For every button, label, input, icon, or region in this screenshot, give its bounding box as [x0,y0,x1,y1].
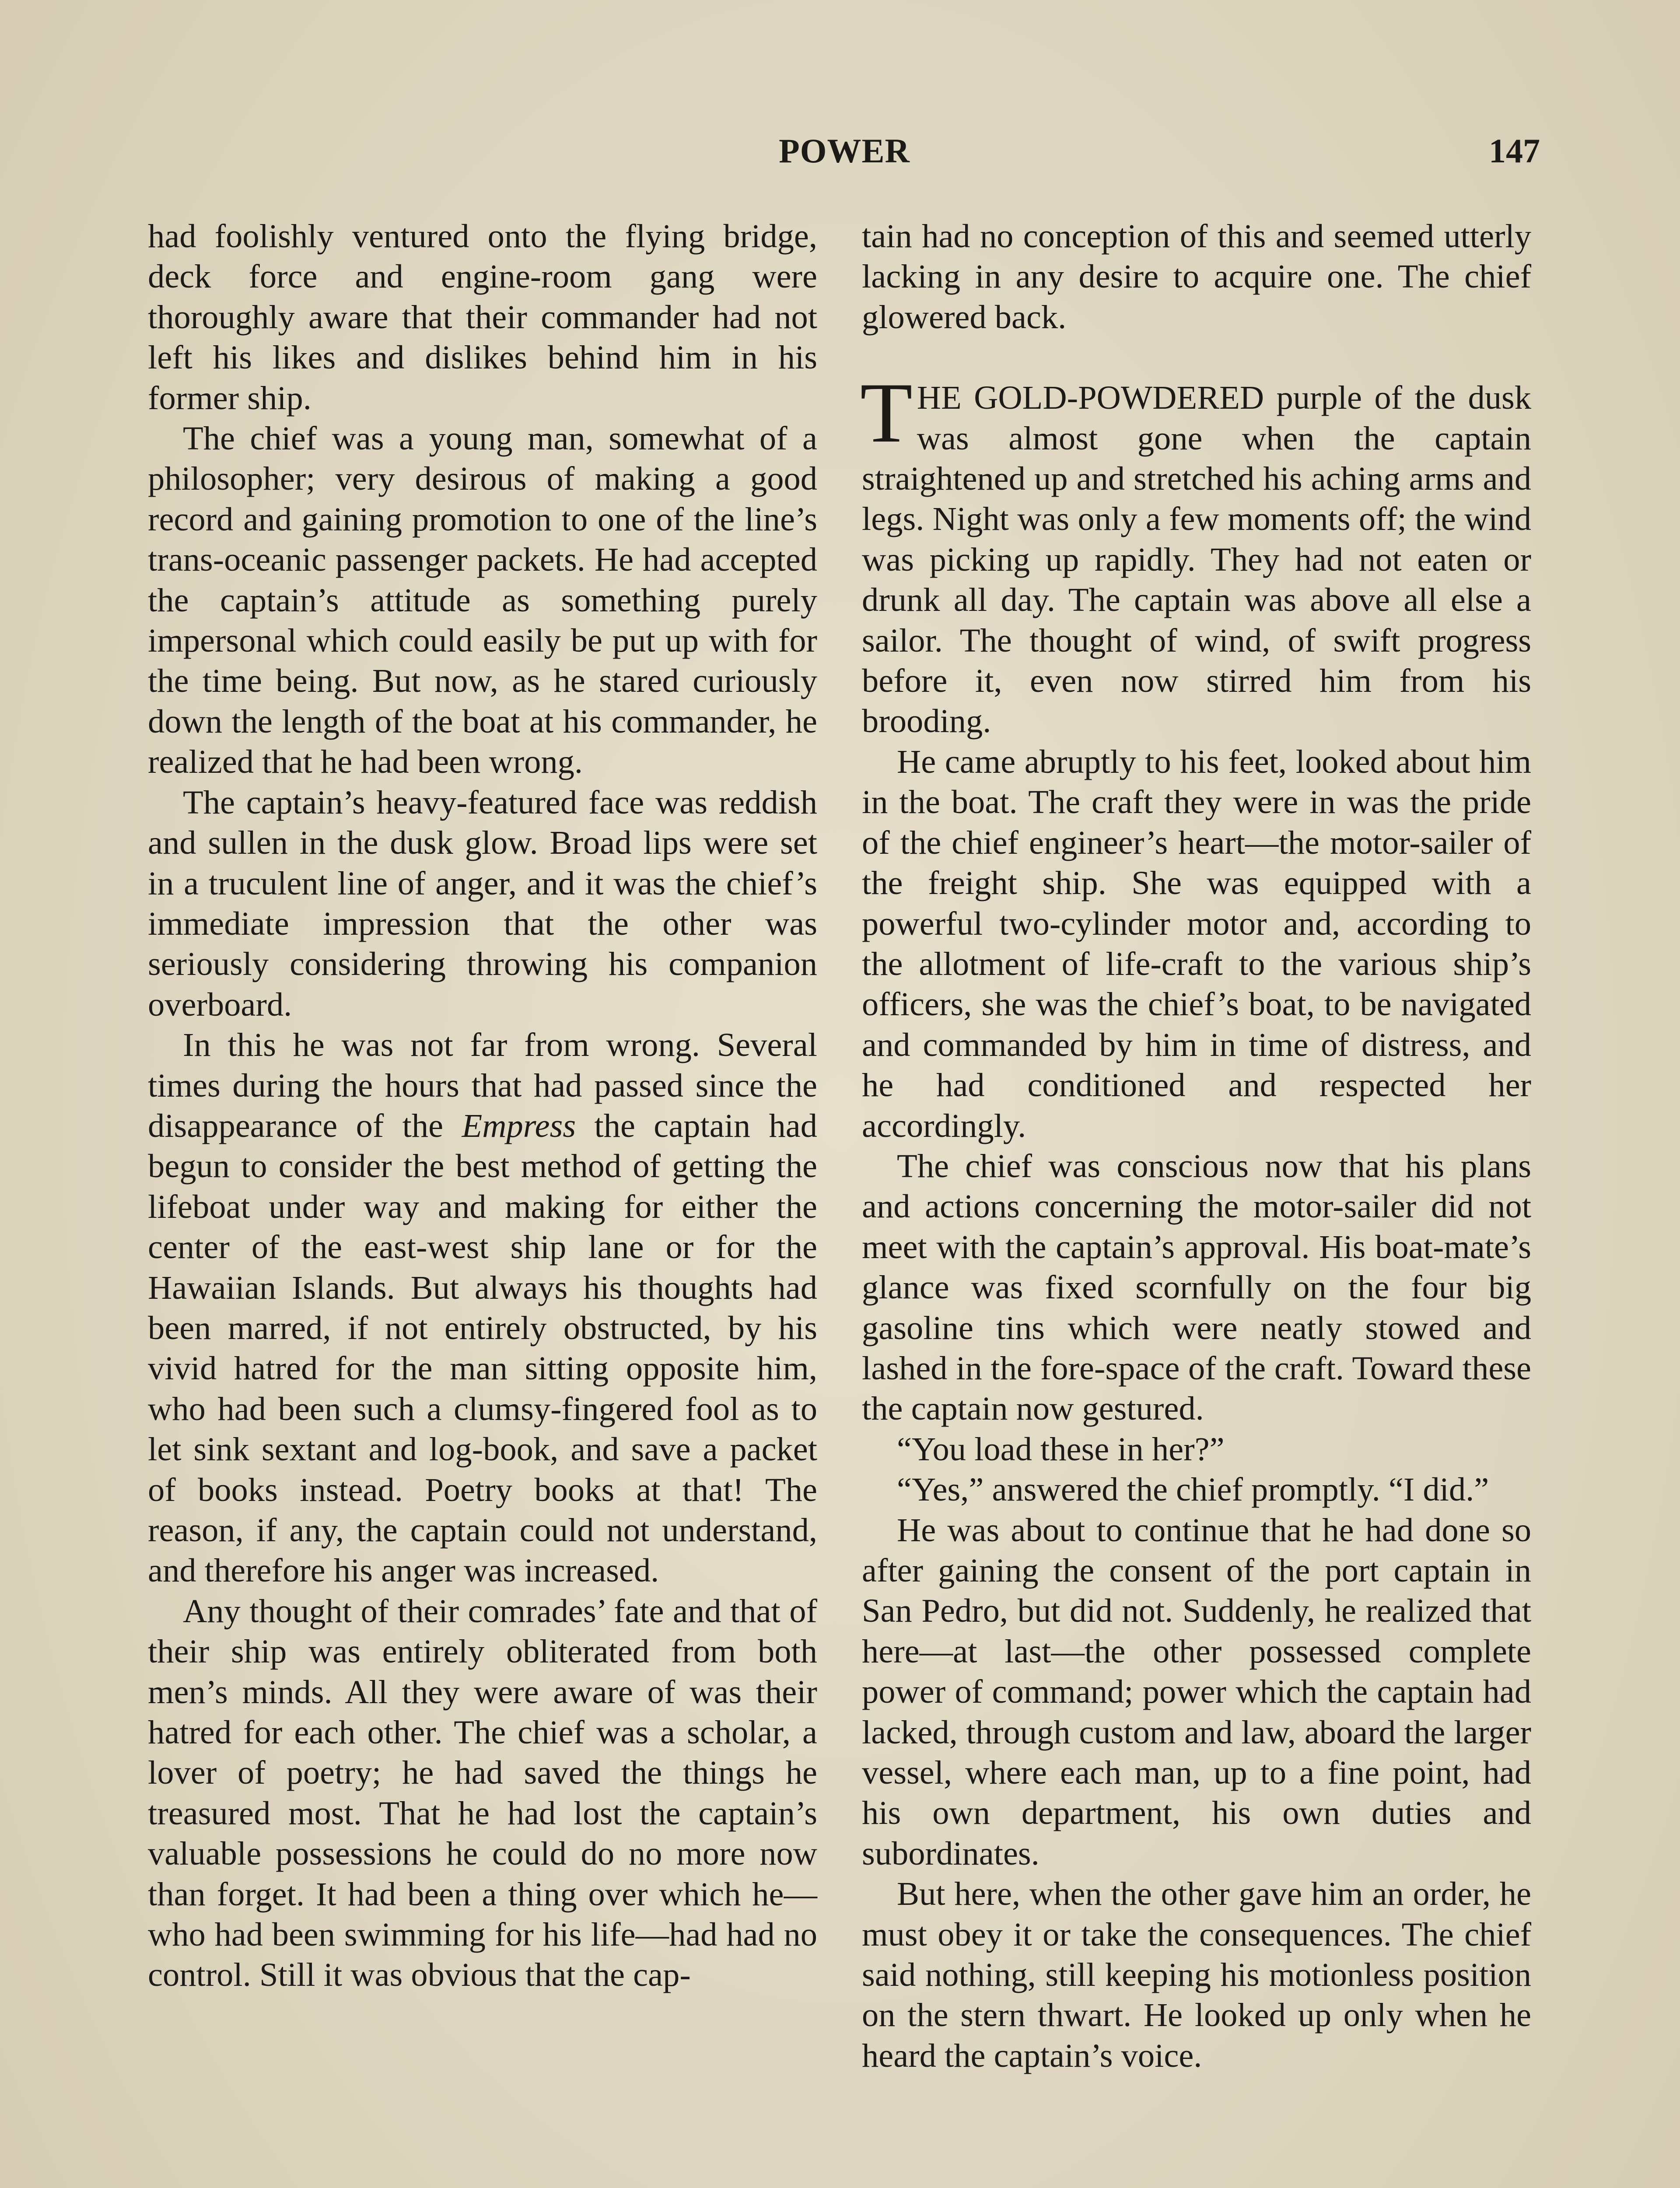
ship-name-italic: Empress [462,1107,576,1144]
running-title: POWER [779,132,910,170]
paragraph [148,1025,817,1591]
drop-cap: T [860,365,913,461]
dialogue-line: “Yes,” answered the chief promptly. “I did.” [897,1471,1489,1508]
paragraph-text: the captain had begun to consider the best method of getting the lifeboat under way and making for either the center of the east-west ship lane or for the Hawaiian Islands. But always his thoughts had been marred, if not entirely obstructed, by his vivid hatred for the man sitting opposite him, who had been such a clumsy-fingered fool as to let sink sextant and log-book, and save a packet of books instead. Poetry books at that! The reason, if any, the captain could not understand, and therefore his anger was increased. [148,1107,817,1589]
section-lead-in: HE GOLD-POWDERED [917,379,1264,417]
dialogue-line: “You load these in her?” [897,1430,1225,1468]
paragraph: had foolishly ventured onto the flying bridge, deck force and engine-room gang were thoroughly aware that their commander had not left his likes and dislikes behind him in his former ship. [148,217,817,417]
section-opening-paragraph [860,365,1532,742]
paragraph: The chief was conscious now that his plans and actions concerning the motor-sailer did not meet with the captain’s approval. His boat-mate’s glance was fixed scornfully on the four big gasoline tins which were neatly stowed and lashed in the fore-space of the craft. Toward these the captain now gestured. [862,1147,1531,1427]
running-head [0,131,1680,179]
paragraph: He was about to continue that he had done so after gaining the consent of the port captain in San Pedro, but did not. Suddenly, he realized that here—at last—the other possessed complete power of command; power which the captain had lacked, through custom and law, aboard the larger vessel, where each man, up to a fine point, had his own department, his own duties and subordinates. [862,1511,1531,1872]
paragraph: The chief was a young man, somewhat of a philosopher; very desirous of making a good record and gaining promotion to one of the line’s trans-oceanic passenger packets. He had accepted the captain’s attitude as something purely impersonal which could easily be put up with for the time being. But now, as he stared curiously down the length of the boat at his commander, he realized that he had been wrong. [148,420,817,781]
paragraph: But here, when the other gave him an order, he must obey it or take the consequences. The chief said nothing, still keeping his motionless position on the stern thwart. He looked up only when he heard the captain’s voice. [862,1875,1531,2074]
paragraph-text: purple of the dusk was almost gone when the captain straightened up and stretched his aching arms and legs. Night was only a few moments off; the wind was picking up rapidly. They had not eaten or drunk all day. The captain was above all else a sailor. The thought of wind, of swift progress before it, even now stirred him from his brooding. [862,379,1532,740]
paragraph-continuation: tain had no conception of this and seemed utterly lacking in any desire to acquire one. The chief glowered back. [862,217,1531,336]
paragraph: The captain’s heavy-featured face was reddish and sullen in the dusk glow. Broad lips were set in a truculent line of anger, and it was the chief’s immediate impression that the other was seriously considering throwing his companion overboard. [148,783,817,1023]
right-column [862,216,1531,2076]
paragraph: Any thought of their comrades’ fate and that of their ship was entirely obliterated from both men’s minds. All they were aware of was their hatred for each other. The chief was a scholar, a lover of poetry; he had saved the things he treasured most. That he had lost the captain’s valuable possessions he could do no more now than forget. It had been a thing over which he—who had been swimming for his life—had had no control. Still it was obvious that the cap- [148,1592,817,1994]
page-number: 147 [1489,132,1540,170]
paragraph-text: In this he was not far from wrong. Several times during the hours that had passed since the disappearance of the [148,1026,817,1144]
left-column [148,216,817,1995]
paragraph: He came abruptly to his feet, looked about him in the boat. The craft they were in was the pride of the chief engineer’s heart—the motor-sailer of the freight ship. She was equipped with a powerful two-cylinder motor and, according to the allotment of life-craft to the various ship’s officers, she was the chief’s boat, to be navigated and commanded by him in time of distress, and he had conditioned and respected her accordingly. [862,743,1531,1144]
